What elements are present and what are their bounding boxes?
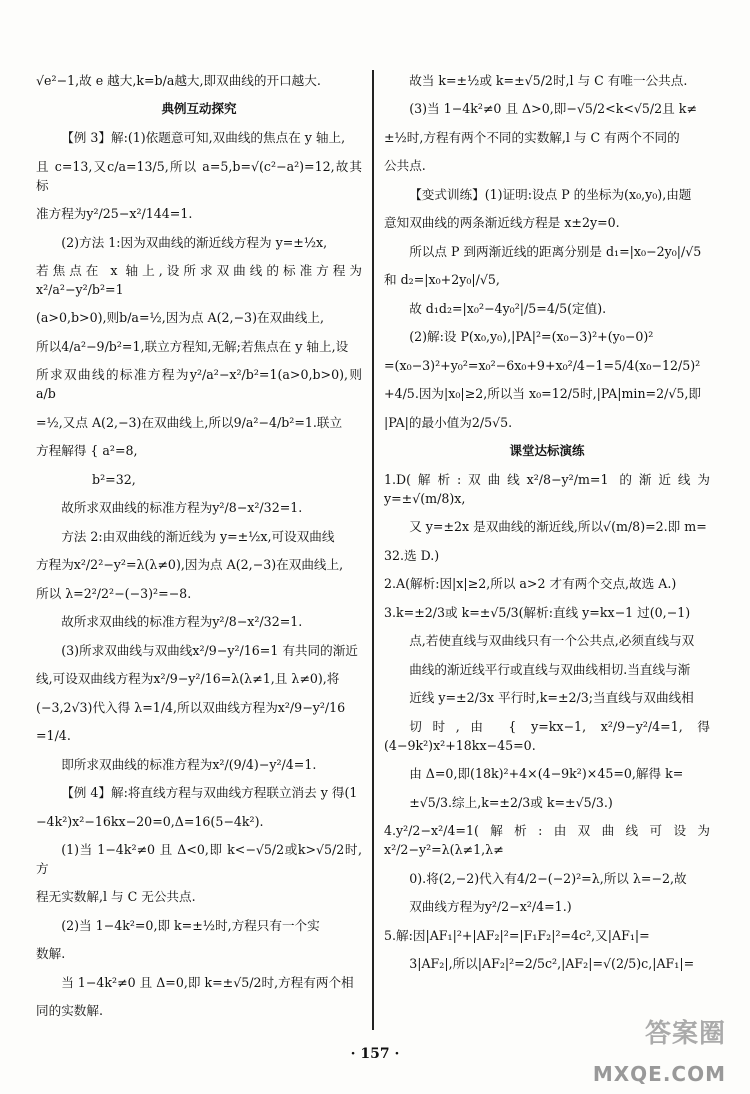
right-column-line: (3)当 1−4k²≠0 且 Δ>0,即−√5/2<k<√5/2且 k≠ xyxy=(409,101,697,117)
right-column xyxy=(384,72,715,983)
left-column-line: √e²−1,故 e 越大,k=b/a越大,即双曲线的开口越大. xyxy=(36,73,321,88)
right-column-line: ±√5/3.综上,k=±2/3或 k=±√5/3.) xyxy=(409,794,613,810)
right-column-line: 故 d₁d₂=|x₀²−4y₀²|/5=4/5(定值). xyxy=(409,300,607,316)
right-column-line: ±½时,方程有两个不同的实数解,l 与 C 有两个不同的 xyxy=(384,129,680,145)
left-column-line: 程无实数解,l 与 C 无公共点. xyxy=(36,889,196,905)
right-column-line: 2.A(解析:因|x|≥2,所以 a>2 才有两个交点,故选 A.) xyxy=(384,576,677,592)
left-column-line: 同的实数解. xyxy=(36,1003,103,1019)
right-column-line: 4.y²/2−x²/4=1(解析:由双曲线可设为x²/2−y²=λ(λ≠1,λ≠ xyxy=(384,823,710,858)
right-column-line: 和 d₂=|x₀+2y₀|/√5, xyxy=(384,272,500,288)
right-column-line: 由 Δ=0,即(18k)²+4×(4−9k²)×45=0,解得 k= xyxy=(409,766,684,782)
left-column-line: (2)方法 1:因为双曲线的渐近线方程为 y=±½x, xyxy=(61,234,328,250)
left-column-line: 典例互动探究 xyxy=(161,101,237,117)
left-column-line: (a>0,b>0),则b/a=½,因为点 A(2,−3)在双曲线上, xyxy=(36,310,324,326)
left-column-line: =1/4. xyxy=(36,728,71,744)
right-column-line: 5.解:因|AF₁|²+|AF₂|²=|F₁F₂|²=4c²,又|AF₁|= xyxy=(384,927,650,943)
right-column-line: 1.D(解析:双曲线x²/8−y²/m=1 的渐近线为 y=±√(m/8)x, xyxy=(384,472,715,506)
left-column-line: 线,可设双曲线方程为x²/9−y²/16=λ(λ≠1,且 λ≠0),将 xyxy=(36,671,340,687)
left-column-line: 准方程为y²/25−x²/144=1. xyxy=(36,206,193,222)
left-column-line: 故所求双曲线的标准方程为y²/8−x²/32=1. xyxy=(61,500,303,516)
right-column-line: 近线 y=±2/3x 平行时,k=±2/3;当直线与双曲线相 xyxy=(409,690,694,706)
right-column-line: 意知双曲线的两条渐近线方程是 x±2y=0. xyxy=(384,215,620,231)
right-column-line: +4/5.因为|x₀|≥2,所以当 x₀=12/5时,|PA|min=2/√5,即 xyxy=(384,386,702,402)
left-column-line: (2)当 1−4k²=0,即 k=±½时,方程只有一个实 xyxy=(61,917,320,933)
left-column-line: =½,又点 A(2,−3)在双曲线上,所以9/a²−4/b²=1.联立 xyxy=(36,414,343,430)
left-column-line: 若焦点在 x 轴上,设所求双曲线的标准方程为x²/a²−y²/b²=1 xyxy=(36,263,362,297)
right-column-line: 3.k=±2/3或 k=±√5/3(解析:直线 y=kx−1 过(0,−1) xyxy=(384,604,691,620)
right-column-line: 双曲线方程为y²/2−x²/4=1.) xyxy=(409,899,572,915)
left-column-line: (−3,2√3)代入得 λ=1/4,所以双曲线方程为x²/9−y²/16 xyxy=(36,699,346,715)
left-column-line: 即所求双曲线的标准方程为x²/(9/4)−y²/4=1. xyxy=(61,756,317,772)
right-column-line: 点,若使直线与双曲线只有一个公共点,必须直线与双 xyxy=(409,633,695,649)
watermark-url: MXQE.COM xyxy=(592,1062,726,1086)
left-column-line: −4k²)x²−16kx−20=0,Δ=16(5−4k²). xyxy=(36,813,264,829)
left-column-line: 所以 λ=2²/2²−(−3)²=−8. xyxy=(36,585,192,601)
left-column xyxy=(36,72,362,1031)
left-column-line: 【例 4】解:将直线方程与双曲线方程联立消去 y 得(1 xyxy=(61,785,358,801)
watermark-title: 答案圈 xyxy=(644,1019,726,1049)
right-column-line: 0).将(2,−2)代入有4/2−(−2)²=λ,所以 λ=−2,故 xyxy=(409,870,687,886)
right-column-line: 32.选 D.) xyxy=(384,547,440,563)
column-divider xyxy=(372,70,374,1030)
left-column-line: 所求双曲线的标准方程为y²/a²−x²/b²=1(a>0,b>0),则a/b xyxy=(36,367,362,402)
right-column-line: 【变式训练】(1)证明:设点 P 的坐标为(x₀,y₀),由题 xyxy=(409,186,692,202)
left-column-line: 且 c=13,又c/a=13/5,所以 a=5,b=√(c²−a²)=12,故其标 xyxy=(36,158,362,193)
left-column-line: 所以4/a²−9/b²=1,联立方程知,无解;若焦点在 y 轴上,设 xyxy=(36,338,349,354)
page-number: · 157 · xyxy=(350,1046,400,1062)
left-column-line: 方法 2:由双曲线的渐近线为 y=±½x,可设双曲线 xyxy=(61,528,335,544)
right-column-line: 课堂达标演练 xyxy=(509,443,585,459)
right-column-line: |PA|的最小值为2/5√5. xyxy=(384,414,513,430)
left-column-line: 当 1−4k²≠0 且 Δ=0,即 k=±√5/2时,方程有两个相 xyxy=(61,974,354,990)
left-column-line: 方程为x²/2²−y²=λ(λ≠0),因为点 A(2,−3)在双曲线上, xyxy=(36,557,344,573)
right-column-line: 故当 k=±½或 k=±√5/2时,l 与 C 有唯一公共点. xyxy=(409,73,688,88)
left-column-line: 【例 3】解:(1)依题意可知,双曲线的焦点在 y 轴上, xyxy=(61,130,346,146)
left-column-line: 方程解得 { a²=8, xyxy=(36,443,138,459)
left-column-line: 故所求双曲线的标准方程为y²/8−x²/32=1. xyxy=(61,614,303,630)
right-column-line: 又 y=±2x 是双曲线的渐近线,所以√(m/8)=2.即 m= xyxy=(409,519,707,535)
right-column-line: 所以点 P 到两渐近线的距离分别是 d₁=|x₀−2y₀|/√5 xyxy=(409,243,702,259)
right-column-line: 公共点. xyxy=(384,158,426,174)
right-column-line: =(x₀−3)²+y₀²=x₀²−6x₀+9+x₀²/4−1=5/4(x₀−12/5)² xyxy=(384,357,701,373)
right-column-line: 曲线的渐近线平行或直线与双曲线相切.当直线与渐 xyxy=(409,661,691,677)
left-column-line: b²=32, xyxy=(36,471,136,487)
right-column-line: (2)解:设 P(x₀,y₀),|PA|²=(x₀−3)²+(y₀−0)² xyxy=(409,329,654,345)
left-column-line: (3)所求双曲线与双曲线x²/9−y²/16=1 有共同的渐近 xyxy=(61,642,358,658)
left-column-line: (1)当 1−4k²≠0 且 Δ<0,即 k<−√5/2或k>√5/2时,方 xyxy=(36,842,362,876)
right-column-line: 切时,由 { y=kx−1, x²/9−y²/4=1, 得(4−9k²)x²+18kx−45=0. xyxy=(384,718,710,753)
right-column-line: 3|AF₂|,所以|AF₂|²=2/5c²,|AF₂|=√(2/5)c,|AF₁|= xyxy=(409,955,695,971)
left-column-line: 数解. xyxy=(36,946,66,962)
